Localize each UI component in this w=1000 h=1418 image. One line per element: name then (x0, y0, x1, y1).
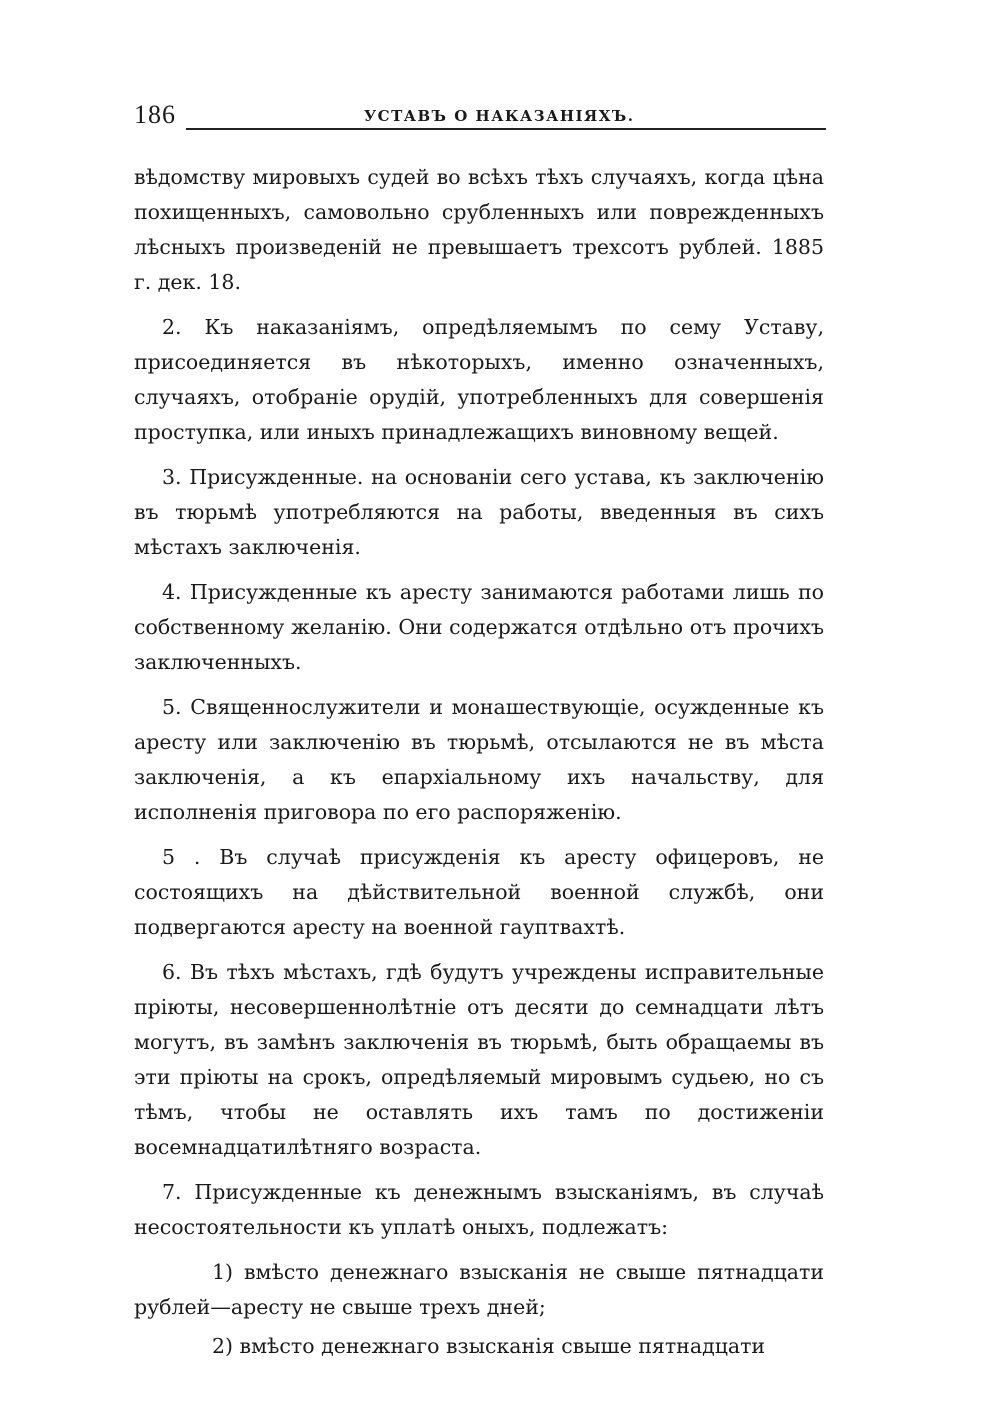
running-title: УСТАВЪ О НАКАЗАНІЯХЪ. (364, 107, 635, 125)
body-text (134, 160, 824, 1368)
paragraph-article-7-item-2: 2) вмѣсто денежнаго взысканія свыше пятнадцати (212, 1334, 766, 1358)
paragraph-article-4: 4. Присужденные къ аресту занимаются работами лишь по собственному желанію. Они содержатся отдѣльно отъ прочихъ заключенныхъ. (134, 580, 824, 674)
paragraph-article-2: 2. Къ наказаніямъ, опредѣляемымъ по сему Уставу, присоединяется въ нѣкоторыхъ, именно означенныхъ, случаяхъ, отобраніе орудій, употребленныхъ для совершенія проступка, или иныхъ принадлежащихъ виновному вещей. (134, 315, 824, 444)
running-head (134, 98, 824, 132)
paragraph-article-5: 5. Священнослужители и монашествующіе, осужденные къ аресту или заключенію въ тюрьмѣ, отсылаются не въ мѣста заключенія, а къ епархіальному ихъ начальству, для исполненія приговора по его распоряженію. (134, 695, 824, 824)
paragraph-article-7-item-1: 1) вмѣсто денежнаго взысканія не свыше пятнадцати рублей—аресту не свыше трехъ дней; (134, 1260, 824, 1319)
page-number: 186 (134, 100, 176, 129)
paragraph-continuation: вѣдомству мировыхъ судей во всѣхъ тѣхъ случаяхъ, когда цѣна похищенныхъ, самовольно срубленныхъ или поврежденныхъ лѣсныхъ произведеній не превышаетъ трехсотъ рублей. 1885 г. дек. 18. (134, 165, 824, 294)
paragraph-article-3: 3. Присужденные. на основаніи сего устава, къ заключенію въ тюрьмѣ употребляются на работы, введенныя въ сихъ мѣстахъ заключенія. (134, 465, 824, 559)
paragraph-article-5-bis: 5 . Въ случаѣ присужденія къ аресту офицеровъ, не состоящихъ на дѣйствительной военной службѣ, они подвергаются аресту на военной гауптвахтѣ. (134, 845, 824, 939)
header-rule (186, 128, 826, 130)
paragraph-article-6: 6. Въ тѣхъ мѣстахъ, гдѣ будутъ учреждены исправительные пріюты, несовершеннолѣтніе отъ десяти до семнадцати лѣтъ могутъ, въ замѣнъ заключенія въ тюрьмѣ, быть обращаемы въ эти пріюты на срокъ, опредѣляемый мировымъ судьею, но съ тѣмъ, чтобы не оставлять ихъ тамъ по достиженіи восемнадцатилѣтняго возраста. (134, 960, 824, 1159)
paragraph-article-7: 7. Присужденные къ денежнымъ взысканіямъ, въ случаѣ несостоятельности къ уплатѣ оныхъ, подлежатъ: (134, 1180, 824, 1239)
